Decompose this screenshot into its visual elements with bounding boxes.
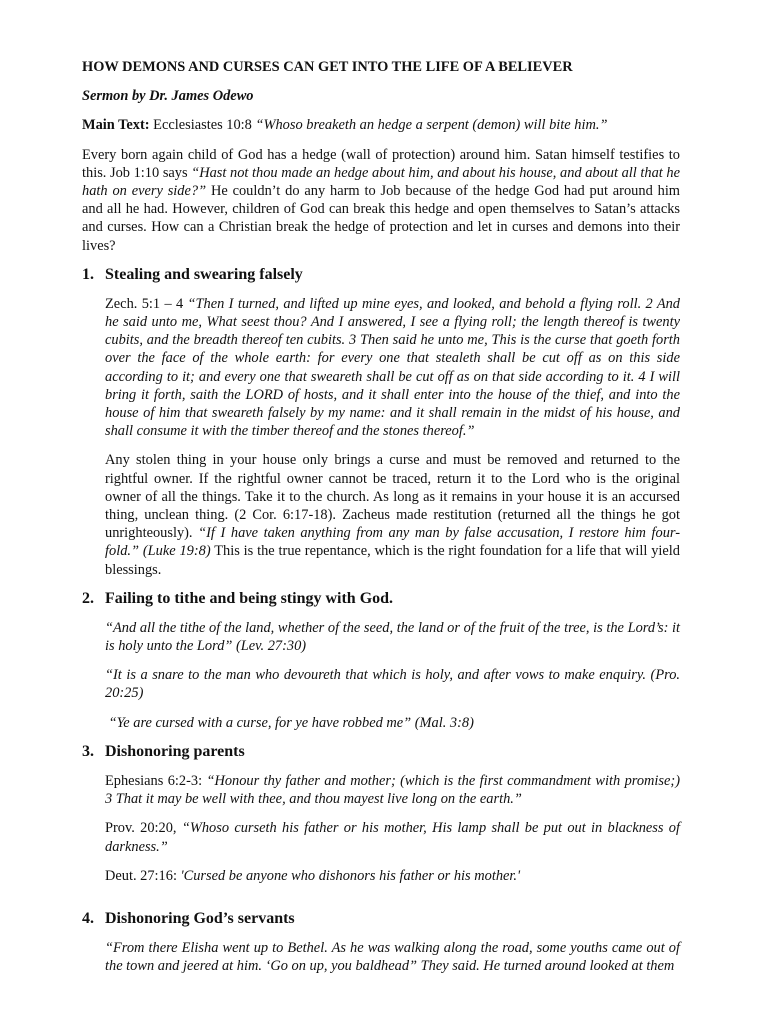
section-title: Dishonoring God’s servants	[105, 909, 295, 927]
body-quote: “If I have taken anything from any man by false accusation, I restore him four- fold.” (Luke 19:8)	[105, 525, 680, 560]
intro-quote: “Hast not thou made an hedge about him, and about his house, and about all that he hath on every side?”	[82, 164, 680, 200]
main-text-quote: “Whoso breaketh an hedge a serpent (demon) will bite him.”	[255, 117, 608, 134]
scripture-paragraph	[105, 772, 680, 808]
scripture-quote: 'Cursed be anyone who dishonors his father or his mother.'	[180, 867, 521, 884]
scripture-quote: “And all the tithe of the land, whether of the seed, the land or of the fruit of the tree, is the Lord’s: it is holy unto the Lord” (Lev. 27:30)	[105, 619, 680, 655]
scripture-quote: “Ye are cursed with a curse, for ye have robbed me” (Mal. 3:8)	[105, 714, 474, 731]
scripture-quote: “From there Elisha went up to Bethel. As he was walking along the road, some youths came out of the town and jeered at him. ‘Go on up, you baldhead” They said. He turned around looked at them	[105, 939, 680, 975]
document-title: HOW DEMONS AND CURSES CAN GET INTO THE LIFE OF A BELIEVER	[82, 59, 573, 75]
body-text-1: Any stolen thing in your house only brings a curse and must be removed and returned to the rightful owner. If the rightful owner cannot be traced, return it to the Lord who is the original owner of all the things. Take it to the church. As long as it remains in your house it is an accursed thing, unclean thing. (2 Cor. 6:17-18). Zacheus made restitution (returned all the things he got unrighteously).	[105, 452, 680, 542]
intro-paragraph	[82, 146, 680, 255]
scripture-ref: Deut. 27:16:	[105, 867, 181, 884]
scripture-quote: “Whoso curseth his father or his mother, His lamp shall be put out in blackness of darkness.”	[105, 820, 680, 855]
scripture-ref: Ephesians 6:2-3:	[105, 772, 207, 789]
section-heading-2	[82, 590, 680, 608]
main-text-label: Main Text:	[82, 117, 150, 134]
section-heading-3	[82, 743, 680, 761]
main-text	[82, 116, 680, 134]
section-number: 2.	[82, 589, 94, 607]
scripture-ref: Prov. 20:20,	[105, 820, 182, 837]
section-title: Failing to tithe and being stingy with God.	[105, 589, 394, 607]
body-paragraph	[105, 451, 680, 578]
main-text-ref: Ecclesiastes 10:8	[149, 117, 256, 134]
intro-text-1: Every born again child of God has a hedge (wall of protection) around him. Satan himself testifies to this. Job 1:10 says	[82, 146, 680, 181]
body-text-2: This is the true repentance, which is the right foundation for a life that will yield blessings.	[105, 543, 681, 578]
section-body-1	[105, 295, 680, 579]
intro-text-2: He couldn’t do any harm to Job because of the hedge God had put around him and all he had. However, children of God can break this hedge and open themselves to Satan’s attacks and curses. How can a Christian break the hedge of protection and let in curses and demons into their lives?	[82, 183, 681, 254]
section-title: Dishonoring parents	[105, 742, 245, 760]
scripture-paragraph	[105, 295, 680, 441]
scripture-quote: “Honour thy father and mother; (which is the first commandment with promise;) 3 That it may be well with thee, and thou mayest live long on the earth.”	[105, 772, 680, 808]
section-body-2	[105, 619, 680, 732]
scripture-paragraph	[105, 819, 680, 855]
byline: Sermon by Dr. James Odewo	[82, 88, 254, 105]
section-body-4	[105, 939, 680, 975]
section-title: Stealing and swearing falsely	[105, 265, 303, 283]
section-number: 4.	[82, 909, 94, 927]
section-heading-1	[82, 266, 680, 284]
scripture-quote: “It is a snare to the man who devoureth that which is holy, and after vows to make enquiry. (Pro. 20:25)	[105, 667, 680, 702]
section-body-3	[105, 772, 680, 885]
section-number: 3.	[82, 742, 94, 760]
spacer	[82, 896, 680, 910]
section-heading-4	[82, 910, 680, 928]
scripture-ref: Zech. 5:1 – 4	[105, 295, 188, 312]
scripture-paragraph	[105, 867, 680, 885]
section-number: 1.	[82, 265, 94, 283]
scripture-quote: “Then I turned, and lifted up mine eyes, and looked, and behold a flying roll. 2 And he said unto me, What seest thou? And I answered, I see a flying roll; the length thereof is twenty cubits, and the breadth thereof ten cubits. 3 Then said he unto me, This is the curse that goeth forth over the face of the whole earth: for every one that stealeth shall be cut off as on this side according to it; and every one that sweareth shall be cut off as on that side according to it. 4 I will bring it forth, saith the LORD of hosts, and it shall enter into the house of the thief, and into the house of him that sweareth falsely by my name: and it shall remain in the midst of his house, and shall consume it with the timber thereof and the stones thereof.”	[105, 295, 680, 440]
